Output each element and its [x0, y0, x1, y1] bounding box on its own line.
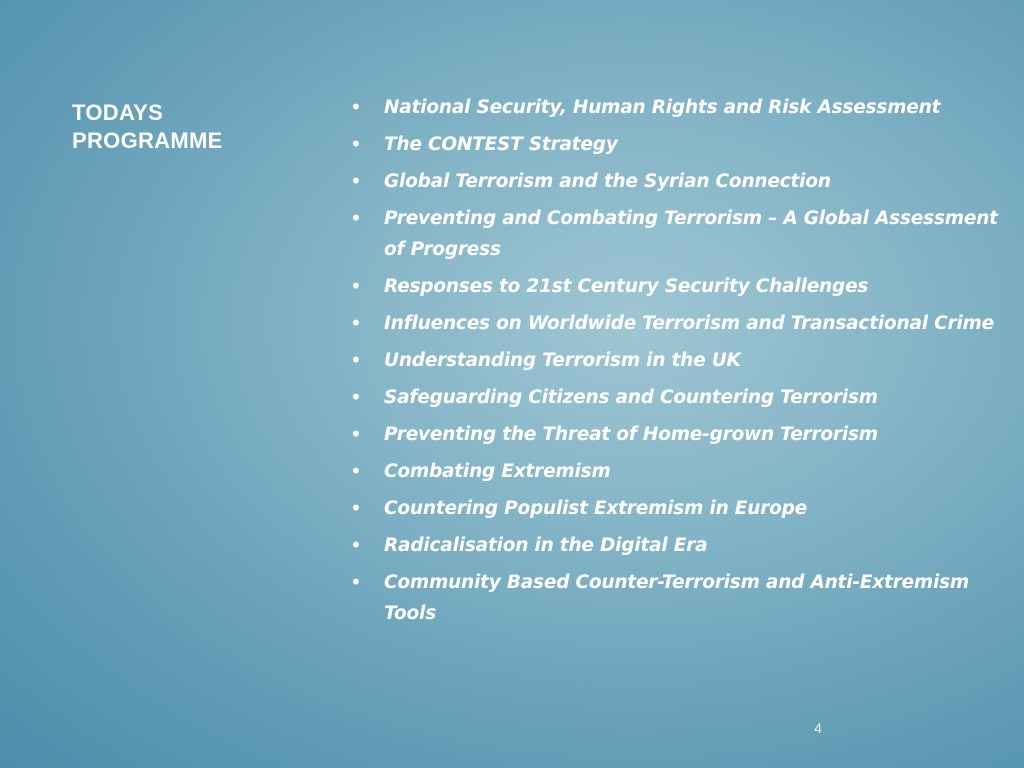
- list-item: [350, 419, 1010, 450]
- bullet-icon: •: [350, 422, 362, 446]
- list-item-text: National Security, Human Rights and Risk Assessment: [384, 97, 941, 118]
- list-item: [350, 567, 1010, 629]
- slide-title-line-1: TODAYS: [72, 100, 164, 125]
- list-item: [350, 493, 1010, 524]
- list-item-text: The CONTEST Strategy: [384, 134, 618, 155]
- list-item-text: Preventing the Threat of Home-grown Terrorism: [384, 424, 878, 445]
- list-item-text: Global Terrorism and the Syrian Connection: [384, 171, 831, 192]
- list-item: [350, 92, 1010, 123]
- bullet-icon: •: [350, 348, 362, 372]
- list-item: [350, 530, 1010, 561]
- list-item: [350, 203, 1010, 265]
- list-item-text: Responses to 21st Century Security Challenges: [384, 276, 869, 297]
- slide-title: [72, 99, 302, 155]
- slide-number: 4: [814, 720, 822, 736]
- list-item-text: Preventing and Combating Terrorism – A Global Assessment of Progress: [384, 208, 998, 260]
- bullet-icon: •: [350, 274, 362, 298]
- list-item-text: Influences on Worldwide Terrorism and Transactional Crime: [384, 313, 994, 334]
- list-item: [350, 271, 1010, 302]
- list-item-text: Combating Extremism: [384, 461, 611, 482]
- slide-title-line-2: PROGRAMME: [72, 128, 223, 153]
- bullet-icon: •: [350, 385, 362, 409]
- bullet-icon: •: [350, 206, 362, 230]
- bullet-icon: •: [350, 311, 362, 335]
- list-item-text: Community Based Counter-Terrorism and Anti-Extremism Tools: [384, 572, 970, 624]
- list-item: [350, 456, 1010, 487]
- list-item-text: Understanding Terrorism in the UK: [384, 350, 741, 371]
- list-item: [350, 308, 1010, 339]
- bullet-icon: •: [350, 496, 362, 520]
- bullet-icon: •: [350, 132, 362, 156]
- list-item: [350, 345, 1010, 376]
- bullet-icon: •: [350, 169, 362, 193]
- bullet-icon: •: [350, 533, 362, 557]
- list-item: [350, 129, 1010, 160]
- list-item-text: Radicalisation in the Digital Era: [384, 535, 708, 556]
- programme-list: [350, 92, 1010, 635]
- bullet-icon: •: [350, 459, 362, 483]
- list-item: [350, 166, 1010, 197]
- bullet-icon: •: [350, 95, 362, 119]
- list-item-text: Countering Populist Extremism in Europe: [384, 498, 808, 519]
- list-item: [350, 382, 1010, 413]
- list-item-text: Safeguarding Citizens and Countering Terrorism: [384, 387, 878, 408]
- bullet-icon: •: [350, 570, 362, 594]
